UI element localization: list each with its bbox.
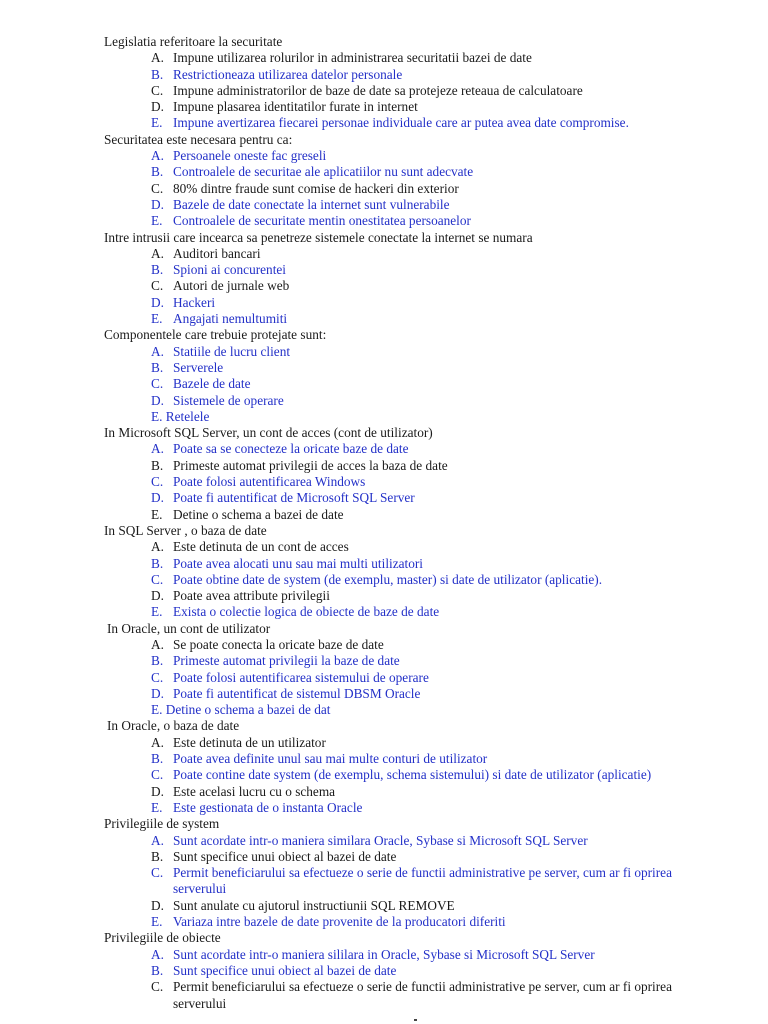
question-text: In Oracle, o baza de date bbox=[107, 718, 240, 734]
answer-option-correct bbox=[104, 947, 724, 963]
answer-option bbox=[104, 979, 728, 1012]
answer-option bbox=[104, 637, 724, 653]
option-text: Poate avea attribute privilegii bbox=[173, 588, 330, 604]
option-letter: B. bbox=[151, 751, 164, 767]
option-text: Este gestionata de o instanta Oracle bbox=[173, 799, 363, 815]
option-list bbox=[104, 833, 724, 931]
option-text: Poate avea definite unul sau mai multe conturi de utilizator bbox=[173, 751, 488, 767]
option-text: Este acelasi lucru cu o schema bbox=[173, 783, 336, 799]
option-letter: B. bbox=[151, 457, 164, 473]
answer-option-correct bbox=[104, 702, 724, 718]
option-text: Poate avea alocati unu sau mai multi utilizatori bbox=[173, 555, 423, 571]
option-text: Persoanele oneste fac greseli bbox=[173, 148, 327, 164]
question-text: In SQL Server , o baza de date bbox=[104, 522, 267, 538]
option-letter: D. bbox=[151, 685, 164, 701]
question-text: Privilegiile de obiecte bbox=[104, 930, 221, 946]
option-text: Permit beneficiarului sa efectueze o serie de functii administrative pe server, cum ar fi oprirea serverului bbox=[173, 979, 672, 1011]
option-letter: D. bbox=[151, 196, 164, 212]
answer-option bbox=[104, 278, 724, 294]
option-text: Statiile de lucru client bbox=[173, 343, 291, 359]
option-letter: E. bbox=[151, 311, 163, 327]
option-list bbox=[104, 735, 724, 816]
option-text: Serverele bbox=[173, 359, 224, 375]
option-letter: C. bbox=[151, 865, 164, 881]
question-block bbox=[104, 523, 724, 621]
question-block bbox=[104, 930, 724, 1011]
question-text: Componentele care trebuie protejate sunt: bbox=[104, 327, 327, 343]
option-letter: C. bbox=[151, 82, 164, 98]
option-text: Permit beneficiarului sa efectueze o serie de functii administrative pe server, cum ar fi oprirea serverului bbox=[173, 865, 672, 897]
option-text: Poate folosi autentificarea Windows bbox=[173, 474, 366, 490]
question-block bbox=[104, 718, 724, 816]
option-letter: B. bbox=[151, 66, 164, 82]
answer-option-correct bbox=[104, 751, 724, 767]
option-text: Primeste automat privilegii la baze de date bbox=[173, 653, 400, 669]
answer-option-correct bbox=[104, 360, 724, 376]
option-list bbox=[104, 637, 724, 718]
answer-option-correct bbox=[104, 409, 724, 425]
option-text: Detine o schema a bazei de dat bbox=[165, 702, 331, 718]
answer-option-correct bbox=[104, 115, 724, 131]
option-letter: D. bbox=[151, 294, 164, 310]
option-text: Sunt specifice unui obiect al bazei de date bbox=[173, 962, 397, 978]
option-letter: A. bbox=[151, 734, 164, 750]
option-text: Este detinuta de un cont de acces bbox=[173, 539, 349, 555]
question-text: In Microsoft SQL Server, un cont de acces (cont de utilizator) bbox=[104, 425, 433, 441]
option-letter: C. bbox=[151, 669, 164, 685]
option-text: Poate fi autentificat de Microsoft SQL Server bbox=[173, 490, 415, 506]
answer-option bbox=[104, 539, 724, 555]
answer-option bbox=[104, 588, 724, 604]
option-letter: B. bbox=[151, 653, 164, 669]
answer-option bbox=[104, 898, 724, 914]
answer-option-correct bbox=[104, 262, 724, 278]
option-letter: B. bbox=[151, 848, 164, 864]
option-list bbox=[104, 344, 724, 425]
option-text: Impune administratorilor de baze de date sa protejeze reteaua de calculatoare bbox=[173, 82, 583, 98]
option-text: Controalele de securitae ale aplicatiilor nu sunt adecvate bbox=[173, 164, 474, 180]
option-list bbox=[104, 246, 724, 327]
option-text: Bazele de date conectate la internet sunt vulnerabile bbox=[173, 196, 450, 212]
option-text: Hackeri bbox=[173, 294, 216, 310]
option-text: Exista o colectie logica de obiecte de baze de date bbox=[173, 604, 440, 620]
option-text: Restrictioneaza utilizarea datelor personale bbox=[173, 66, 403, 82]
option-letter: E. bbox=[151, 506, 163, 522]
question-text: Privilegiile de system bbox=[104, 816, 220, 832]
option-letter: A. bbox=[151, 343, 164, 359]
question-text: In Oracle, un cont de utilizator bbox=[107, 620, 271, 636]
answer-option-correct bbox=[104, 865, 728, 898]
answer-option bbox=[104, 849, 724, 865]
option-text: Bazele de date bbox=[173, 376, 251, 392]
option-letter: A. bbox=[151, 245, 164, 261]
option-letter: C. bbox=[151, 571, 164, 587]
answer-option-correct bbox=[104, 833, 724, 849]
option-text: Poate folosi autentificarea sistemului de operare bbox=[173, 669, 429, 685]
question-block bbox=[104, 425, 724, 523]
answer-option-correct bbox=[104, 800, 724, 816]
option-text: Sunt anulate cu ajutorul instructiunii SQL REMOVE bbox=[173, 897, 455, 913]
option-text: Sunt acordate intr-o maniera similara Oracle, Sybase si Microsoft SQL Server bbox=[173, 832, 588, 848]
page-number-mark bbox=[414, 1019, 417, 1021]
answer-option-correct bbox=[104, 767, 724, 783]
answer-option bbox=[104, 507, 724, 523]
option-letter: A. bbox=[151, 636, 164, 652]
option-text: Impune utilizarea rolurilor in administrarea securitatii bazei de date bbox=[173, 50, 532, 66]
option-letter: E. bbox=[151, 213, 163, 229]
option-letter: A. bbox=[151, 832, 164, 848]
question-text: Legislatia referitoare la securitate bbox=[104, 34, 283, 49]
answer-option bbox=[104, 246, 724, 262]
answer-option bbox=[104, 735, 724, 751]
option-letter: D. bbox=[151, 783, 164, 799]
answer-option bbox=[104, 99, 724, 115]
option-text: Spioni ai concurentei bbox=[173, 262, 286, 278]
option-list bbox=[104, 947, 724, 1012]
answer-option bbox=[104, 50, 724, 66]
option-letter: C. bbox=[151, 180, 164, 196]
question-block bbox=[104, 327, 724, 425]
option-text: Poate fi autentificat de sistemul DBSM Oracle bbox=[173, 685, 421, 701]
option-letter: B. bbox=[151, 359, 164, 375]
option-text: Angajati nemultumiti bbox=[173, 311, 288, 327]
option-list bbox=[104, 441, 724, 522]
answer-option bbox=[104, 181, 724, 197]
answer-option-correct bbox=[104, 914, 724, 930]
option-letter: C. bbox=[151, 278, 164, 294]
answer-option-correct bbox=[104, 393, 724, 409]
option-letter: E. bbox=[151, 604, 163, 620]
answer-option-correct bbox=[104, 148, 724, 164]
document-page bbox=[104, 34, 724, 1012]
answer-option bbox=[104, 458, 724, 474]
answer-option-correct bbox=[104, 441, 724, 457]
option-text: Auditori bancari bbox=[173, 245, 261, 261]
option-letter: B. bbox=[151, 164, 164, 180]
question-block bbox=[104, 132, 724, 230]
answer-option-correct bbox=[104, 197, 724, 213]
option-list bbox=[104, 148, 724, 229]
option-letter: D. bbox=[151, 588, 164, 604]
answer-option bbox=[104, 83, 724, 99]
option-letter: A. bbox=[151, 148, 164, 164]
answer-option-correct bbox=[104, 963, 724, 979]
option-letter: B. bbox=[151, 962, 164, 978]
answer-option-correct bbox=[104, 490, 724, 506]
option-letter: C. bbox=[151, 979, 164, 995]
answer-option bbox=[104, 784, 724, 800]
option-text: Autori de jurnale web bbox=[173, 278, 290, 294]
option-letter: D. bbox=[151, 490, 164, 506]
answer-option-correct bbox=[104, 686, 724, 702]
option-letter: E. bbox=[151, 914, 163, 930]
option-list bbox=[104, 50, 724, 131]
option-text: Sistemele de operare bbox=[173, 392, 284, 408]
option-letter: E. bbox=[151, 799, 163, 815]
option-letter: C. bbox=[151, 376, 164, 392]
option-list bbox=[104, 539, 724, 620]
option-letter: A. bbox=[151, 50, 164, 66]
option-letter: D. bbox=[151, 897, 164, 913]
answer-option-correct bbox=[104, 572, 724, 588]
option-text: Primeste automat privilegii de acces la baza de date bbox=[173, 457, 448, 473]
option-letter: E. bbox=[151, 115, 163, 131]
option-letter: C. bbox=[151, 474, 164, 490]
answer-option-correct bbox=[104, 653, 724, 669]
option-letter: A. bbox=[151, 539, 164, 555]
question-block bbox=[104, 621, 724, 719]
question-block bbox=[104, 230, 724, 328]
answer-option-correct bbox=[104, 67, 724, 83]
option-text: Poate contine date system (de exemplu, schema sistemului) si date de utilizator (aplicatie) bbox=[173, 767, 652, 783]
option-text: Se poate conecta la oricate baze de date bbox=[173, 636, 384, 652]
question-text: Securitatea este necesara pentru ca: bbox=[104, 131, 293, 147]
option-letter: B. bbox=[151, 555, 164, 571]
option-text: Retelele bbox=[165, 408, 210, 424]
option-letter: D. bbox=[151, 392, 164, 408]
answer-option-correct bbox=[104, 376, 724, 392]
option-text: Sunt acordate intr-o maniera sililara in Oracle, Sybase si Microsoft SQL Server bbox=[173, 946, 595, 962]
answer-option-correct bbox=[104, 556, 724, 572]
option-text: Este detinuta de un utilizator bbox=[173, 734, 326, 750]
answer-option-correct bbox=[104, 164, 724, 180]
option-letter: C. bbox=[151, 767, 164, 783]
option-text: Poate obtine date de system (de exemplu, master) si date de utilizator (aplicatie). bbox=[173, 571, 603, 587]
option-letter: D. bbox=[151, 99, 164, 115]
answer-option-correct bbox=[104, 670, 724, 686]
question-block bbox=[104, 34, 724, 132]
question-text: Intre intrusii care incearca sa penetreze sistemele conectate la internet se numara bbox=[104, 229, 533, 245]
answer-option-correct bbox=[104, 344, 724, 360]
question-block bbox=[104, 816, 724, 930]
option-letter: E. bbox=[151, 702, 163, 718]
option-letter: E. bbox=[151, 408, 163, 424]
answer-option-correct bbox=[104, 311, 724, 327]
option-text: Detine o schema a bazei de date bbox=[173, 506, 344, 522]
option-letter: B. bbox=[151, 262, 164, 278]
answer-option-correct bbox=[104, 213, 724, 229]
option-text: Variaza intre bazele de date provenite de la producatori diferiti bbox=[173, 914, 506, 930]
option-letter: A. bbox=[151, 441, 164, 457]
option-text: 80% dintre fraude sunt comise de hackeri din exterior bbox=[173, 180, 459, 196]
answer-option-correct bbox=[104, 604, 724, 620]
option-text: Poate sa se conecteze la oricate baze de date bbox=[173, 441, 409, 457]
option-text: Impune avertizarea fiecarei personae individuale care ar putea avea date compromise. bbox=[173, 115, 629, 131]
answer-option-correct bbox=[104, 295, 724, 311]
answer-option-correct bbox=[104, 474, 724, 490]
option-text: Controalele de securitate mentin onestitatea persoanelor bbox=[173, 213, 471, 229]
option-text: Impune plasarea identitatilor furate in internet bbox=[173, 99, 418, 115]
option-text: Sunt specifice unui obiect al bazei de date bbox=[173, 848, 397, 864]
option-letter: A. bbox=[151, 946, 164, 962]
